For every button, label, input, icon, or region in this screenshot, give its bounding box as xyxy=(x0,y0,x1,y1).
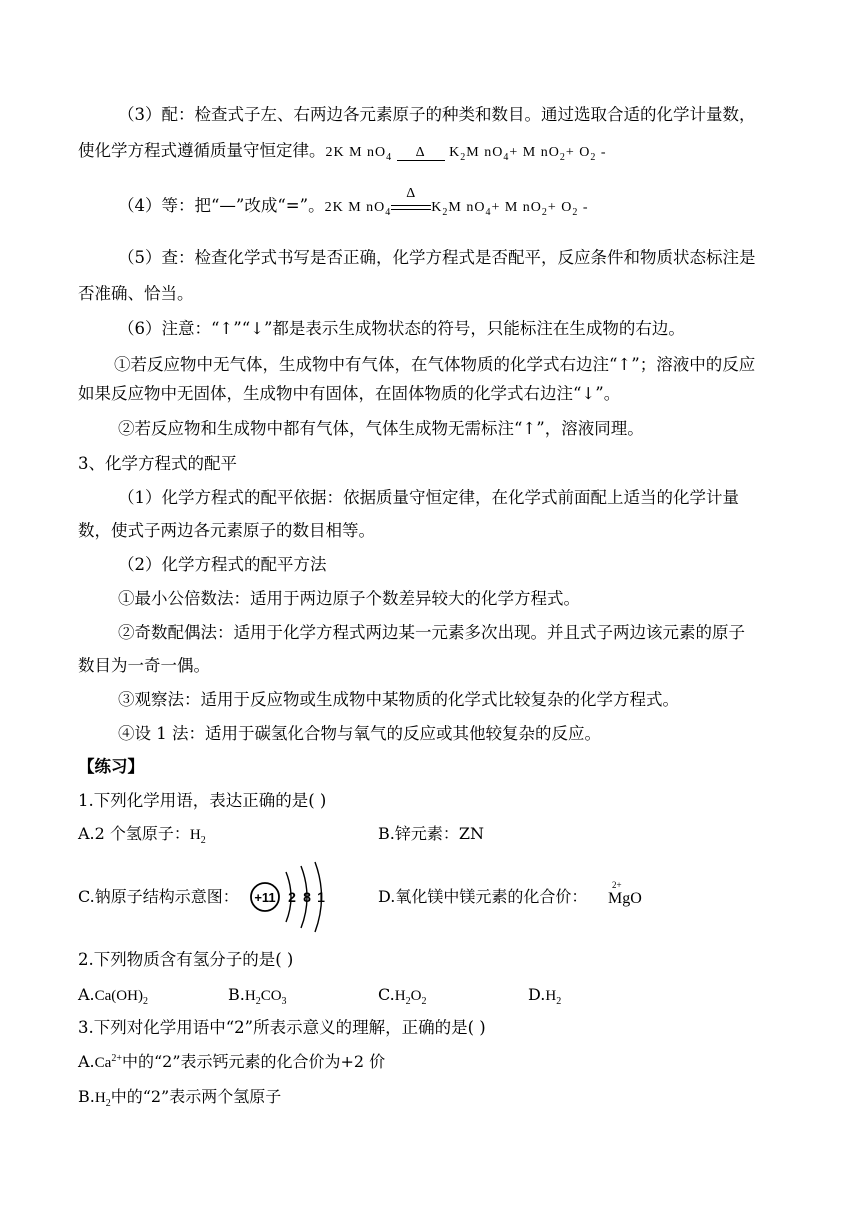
method-2-line1: ②奇数配偶法：适用于化学方程式两边某一元素多次出现。并且式子两边该元素的原子 xyxy=(118,623,745,642)
step6-note1-line1: ①若反应物中无气体，生成物中有气体，在气体物质的化学式右边注“↑”；溶液中的反应 xyxy=(114,355,756,374)
q2-option-a: $A.Ca(OH)_2$ xyxy=(78,985,148,1007)
q3-option-a: $A.Ca^{2+}$中的“2”表示钙元素的化合价为+2 价 xyxy=(78,1052,386,1071)
q2-option-b: $B.H_2CO_3$ xyxy=(228,985,287,1007)
step6-note1-line2: 如果反应物中无固体，生成物中有固体，在固体物质的化学式右边注“↓”。 xyxy=(78,384,621,403)
sodium-atom-diagram xyxy=(248,860,338,934)
q1-stem: 1.下列化学用语，表达正确的是( ) xyxy=(78,791,327,810)
q3-stem: 3.下列对化学用语中“2”所表示意义的理解，正确的是( ) xyxy=(78,1018,486,1037)
method-2-line2: 数目为一奇一偶。 xyxy=(78,656,210,675)
mgo-formula: MgO xyxy=(608,890,642,907)
q2-option-c: $C.H_2O_2$ xyxy=(378,985,427,1007)
nucleus-label: +11 xyxy=(254,890,276,905)
delta-condition: Δ xyxy=(397,146,445,161)
q1-option-d-formula xyxy=(608,880,648,914)
step5-line2: 否准确、恰当。 xyxy=(78,284,194,303)
q1-option-b: B.锌元素：ZN xyxy=(378,824,484,843)
step3-line2 xyxy=(78,140,607,164)
practice-title: 【练习】 xyxy=(78,757,144,776)
shell-count-3: 1 xyxy=(317,889,325,905)
section3-basis-line1: （1）化学方程式的配平依据：依据质量守恒定律，在化学式前面配上适当的化学计量 xyxy=(118,488,739,507)
step6-line1: （6）注意：“↑”“↓”都是表示生成物状态的符号，只能标注在生成物的右边。 xyxy=(118,319,685,338)
valence-charge: 2+ xyxy=(612,880,622,890)
step5-line1: （5）查：检查化学式书写是否正确，化学方程式是否配平，反应条件和物质状态标注是 xyxy=(118,248,756,267)
method-1: ①最小公倍数法：适用于两边原子个数差异较大的化学方程式。 xyxy=(118,589,580,608)
step6-note2: ②若反应物和生成物中都有气体，气体生成物无需标注“↑”，溶液同理。 xyxy=(118,419,644,438)
step4-line xyxy=(118,185,589,219)
method-3: ③观察法：适用于反应物或生成物中某物质的化学式比较复杂的化学方程式。 xyxy=(118,690,679,709)
q2-option-d: $D.H_2$ xyxy=(528,985,562,1007)
shell-count-2: 8 xyxy=(303,889,311,905)
section3-basis-line2: 数，使式子两边各元素原子的数目相等。 xyxy=(78,521,375,540)
step3-equation: 2K M $nO_4$ Δ $K_2M$ $nO_4+ M$ $nO_2+ O_2$ - xyxy=(325,145,607,163)
step4-text: （4）等：把“—”改成“=”。 xyxy=(118,196,325,215)
shell-count-1: 2 xyxy=(288,889,296,905)
equals-with-delta: Δ xyxy=(391,202,431,214)
method-4: ④设 1 法：适用于碳氢化合物与氧气的反应或其他较复杂的反应。 xyxy=(118,724,601,743)
q1-option-c: C.钠原子结构示意图： xyxy=(78,887,239,906)
step3-line1: （3）配：检查式子左、右两边各元素原子的种类和数目。通过选取合适的化学计量数， xyxy=(118,105,756,124)
q2-stem: 2.下列物质含有氢分子的是( ) xyxy=(78,950,294,969)
q1-option-a: A.2 个氢原子：$H_2$ xyxy=(78,824,206,846)
step3-line2-text: 使化学方程式遵循质量守恒定律。 xyxy=(78,141,326,160)
q3-option-b: $B.H_2$中的“2”表示两个氢原子 xyxy=(78,1087,282,1109)
q1-option-d: D.氧化镁中镁元素的化合价： xyxy=(378,887,588,906)
section3-methods-title: （2）化学方程式的配平方法 xyxy=(118,555,327,574)
section3-title: 3、化学方程式的配平 xyxy=(78,454,237,473)
step4-equation: 2K M $nO_4$ Δ $K_2M$ $nO_4+ M$ $nO_2+ O_2$ - xyxy=(324,185,589,218)
